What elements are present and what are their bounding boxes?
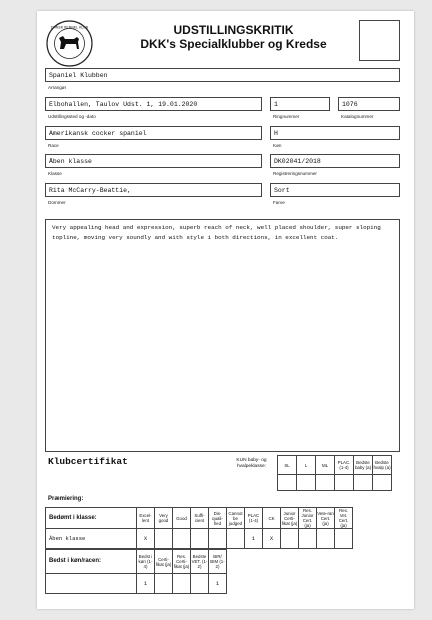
cell-best-baby[interactable]: [354, 475, 373, 491]
judge-field[interactable]: Rita McCarry-Beattie,: [45, 183, 262, 197]
judged-class-value[interactable]: Åben klasse: [46, 529, 137, 549]
klubcertifikat-table: [277, 455, 392, 491]
header-l: L: [297, 456, 316, 475]
breed-field[interactable]: Amerikansk cocker spaniel: [45, 126, 262, 140]
judged-in-class-table: [45, 507, 353, 549]
header-res-veteran-cert: Res. Vet. Cert. (ja): [335, 508, 353, 529]
best-in-sex-table: [45, 549, 227, 594]
cell-sl[interactable]: [278, 475, 297, 491]
header-res-certifikat: Res. Certi-fikat (ja): [173, 550, 191, 574]
header-plac: PLAC (1-4): [245, 508, 263, 529]
place-date-label: Udstillingssted og -dato: [48, 114, 96, 119]
color-field[interactable]: Sort: [270, 183, 400, 197]
cell-excellent[interactable]: X: [137, 529, 155, 549]
baby-puppy-class-label: KUN baby- og hvalpeklasse:: [236, 458, 267, 469]
cell-veteran-cert[interactable]: [317, 529, 335, 549]
breed-label: Race: [48, 143, 59, 148]
cell-disqualified[interactable]: [209, 529, 227, 549]
cell-l[interactable]: [297, 475, 316, 491]
header-plac: PLAC. (1-4): [335, 456, 354, 475]
catalog-number-label: Katalognummer: [341, 114, 374, 119]
sex-label: Køn: [273, 143, 282, 148]
cell-ml[interactable]: [316, 475, 335, 491]
judged-in-class-label: Bedømt i klasse:: [46, 508, 137, 529]
header-best-puppy: Bedste hvalp (a): [373, 456, 392, 475]
arranger-field[interactable]: Spaniel Klubben: [45, 68, 400, 82]
header-best-veteran: Bedste VET. (1-2): [191, 550, 209, 574]
header-veteran-cert: Vete-ran Cert. (ja): [317, 508, 335, 529]
cell-good[interactable]: [173, 529, 191, 549]
class-field[interactable]: Åben klasse: [45, 154, 262, 168]
cell-junior-cert[interactable]: [281, 529, 299, 549]
cell-plac[interactable]: 1: [245, 529, 263, 549]
judge-label: Dommer: [48, 200, 66, 205]
svg-text:DANSK KENNEL KLUB: DANSK KENNEL KLUB: [50, 25, 89, 30]
header-res-junior-cert: Res. Junior Cert. (ja): [299, 508, 317, 529]
klubcertifikat-title: Klubcertifikat: [48, 456, 128, 467]
cell-ck[interactable]: X: [263, 529, 281, 549]
cell-very-good[interactable]: [155, 529, 173, 549]
header-excellent: Excel-lent: [137, 508, 155, 529]
cell-best-puppy[interactable]: [373, 475, 392, 491]
catalog-number-field[interactable]: 1076: [338, 97, 400, 111]
best-in-sex-label: Bedst i køn/racen:: [46, 550, 137, 574]
praemiering-label: Præmiering:: [48, 496, 84, 502]
cell-best-veteran[interactable]: [191, 574, 209, 594]
header-best-baby: Bedste baby (a): [354, 456, 373, 475]
best-in-sex-blank[interactable]: [46, 574, 137, 594]
header-best-in-sex: Bedst i køn (1-4): [137, 550, 155, 574]
header-ck: CK: [263, 508, 281, 529]
ring-number-field[interactable]: 1: [270, 97, 330, 111]
header-disqualified: Dis-quali-fied: [209, 508, 227, 529]
color-label: Farve: [273, 200, 285, 205]
header-cannot-be-judged: Cannot be judged: [227, 508, 245, 529]
header-very-good: Very good: [155, 508, 173, 529]
cell-res-certifikat[interactable]: [173, 574, 191, 594]
cell-best-in-sex[interactable]: 1: [137, 574, 155, 594]
page-subtitle: DKK's Specialklubber og Kredse: [140, 37, 327, 51]
header-good: Good: [173, 508, 191, 529]
critique-sheet: [37, 11, 414, 609]
ring-number-label: Ringnummer: [273, 114, 300, 119]
stamp-box: [359, 20, 400, 61]
header-sufficient: Suffi-cient: [191, 508, 209, 529]
place-date-field[interactable]: Elbohallen, Taulov Udst. 1, 19.01.2020: [45, 97, 262, 111]
header-bir-bim: BIR/ BIM (1-2): [209, 550, 227, 574]
header-ml: ML: [316, 456, 335, 475]
critique-text[interactable]: Very appealing head and expression, superb reach of neck, well placed shoulder, super sloping topline, moving very soundly and with style i both directions, in excellent coat.: [45, 219, 400, 452]
header-certifikat: Certi-fikat (ja): [155, 550, 173, 574]
header-junior-cert: Junior Certi-fikat (ja): [281, 508, 299, 529]
header-sl: SL: [278, 456, 297, 475]
page-title: UDSTILLINGSKRITIK: [173, 23, 294, 37]
registration-field[interactable]: DK02041/2018: [270, 154, 400, 168]
sex-field[interactable]: H: [270, 126, 400, 140]
cell-res-junior-cert[interactable]: [299, 529, 317, 549]
cell-certifikat[interactable]: [155, 574, 173, 594]
cell-res-veteran-cert[interactable]: [335, 529, 353, 549]
registration-label: Registreringsnummer: [273, 171, 317, 176]
cell-plac[interactable]: [335, 475, 354, 491]
class-label: Klasse: [48, 171, 62, 176]
cell-cannot-be-judged[interactable]: [227, 529, 245, 549]
arranger-label: Arrangør: [48, 85, 67, 90]
cell-sufficient[interactable]: [191, 529, 209, 549]
dkk-logo: [46, 20, 93, 67]
cell-bir-bim[interactable]: 1: [209, 574, 227, 594]
